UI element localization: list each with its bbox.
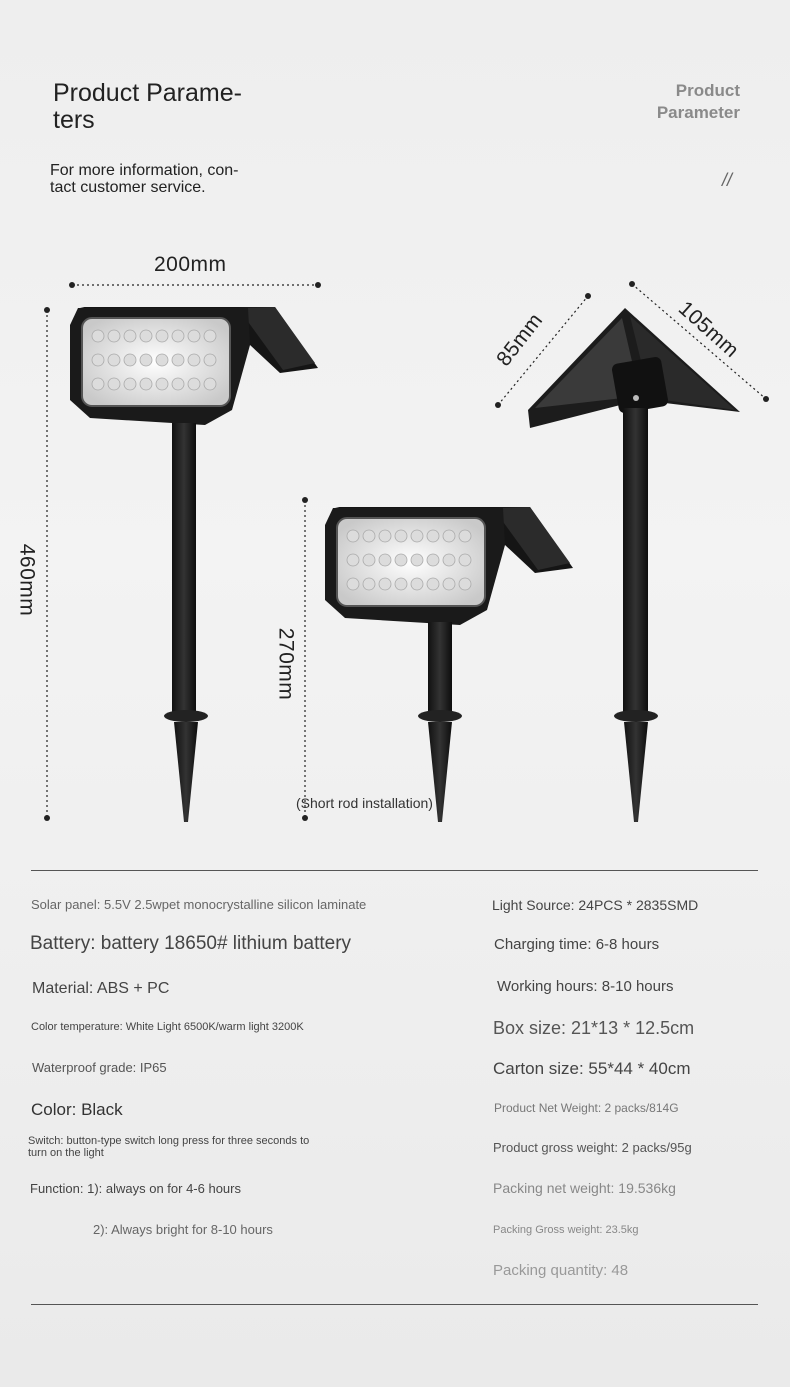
subtitle-line-1: For more information, con- (50, 162, 239, 179)
panel-depth-label: 85mm (492, 308, 548, 371)
spec-packing-gross: Packing Gross weight: 23.5kg (493, 1224, 639, 1236)
tall-light (70, 307, 318, 822)
spec-material: Material: ABS + PC (32, 980, 170, 997)
panel-width-label: 105mm (673, 296, 744, 363)
brand-mark: // (722, 170, 733, 190)
title-line-2: ters (53, 106, 95, 134)
short-height-label: 270mm (274, 627, 298, 701)
spec-gross-weight: Product gross weight: 2 packs/95g (493, 1140, 692, 1155)
width-label: 200mm (154, 253, 227, 276)
spec-switch-line-2: turn on the light (28, 1147, 104, 1159)
spec-charging-time: Charging time: 6-8 hours (494, 936, 660, 953)
spec-packing-net: Packing net weight: 19.536kg (493, 1180, 676, 1196)
title-line-1: Product Parame- (53, 79, 242, 107)
brand-line-2: Parameter (656, 103, 740, 122)
spec-function-1: Function: 1): always on for 4-6 hours (30, 1181, 241, 1196)
spec-working-hours: Working hours: 8-10 hours (497, 978, 674, 995)
brand-line-1: Product (675, 81, 740, 100)
tall-height-label: 460mm (15, 543, 39, 617)
spec-solar-panel: Solar panel: 5.5V 2.5wpet monocrystalline silicon laminate (31, 897, 367, 912)
subtitle-line-2: tact customer service. (50, 179, 206, 196)
spec-waterproof: Waterproof grade: IP65 (32, 1060, 167, 1075)
spec-light-source: Light Source: 24PCS * 2835SMD (492, 897, 699, 913)
short-rod-caption: (Short rod installation) (296, 795, 433, 811)
spec-switch (28, 1135, 309, 1159)
spec-box-size: Box size: 21*13 * 12.5cm (493, 1018, 695, 1038)
bottom-divider (31, 1304, 758, 1305)
spec-carton-size: Carton size: 55*44 * 40cm (493, 1059, 691, 1078)
spec-function-2: 2): Always bright for 8-10 hours (93, 1222, 273, 1237)
short-light (325, 507, 573, 822)
spec-switch-line-1: Switch: button-type switch long press for three seconds to (28, 1135, 310, 1147)
spec-color: Color: Black (31, 1100, 123, 1119)
spec-net-weight: Product Net Weight: 2 packs/814G (494, 1101, 679, 1115)
spec-packing-quantity: Packing quantity: 48 (493, 1262, 629, 1279)
spec-color-temperature: Color temperature: White Light 6500K/warm light 3200K (31, 1021, 304, 1033)
spec-battery: Battery: battery 18650# lithium battery (30, 933, 352, 954)
top-divider (31, 870, 758, 871)
